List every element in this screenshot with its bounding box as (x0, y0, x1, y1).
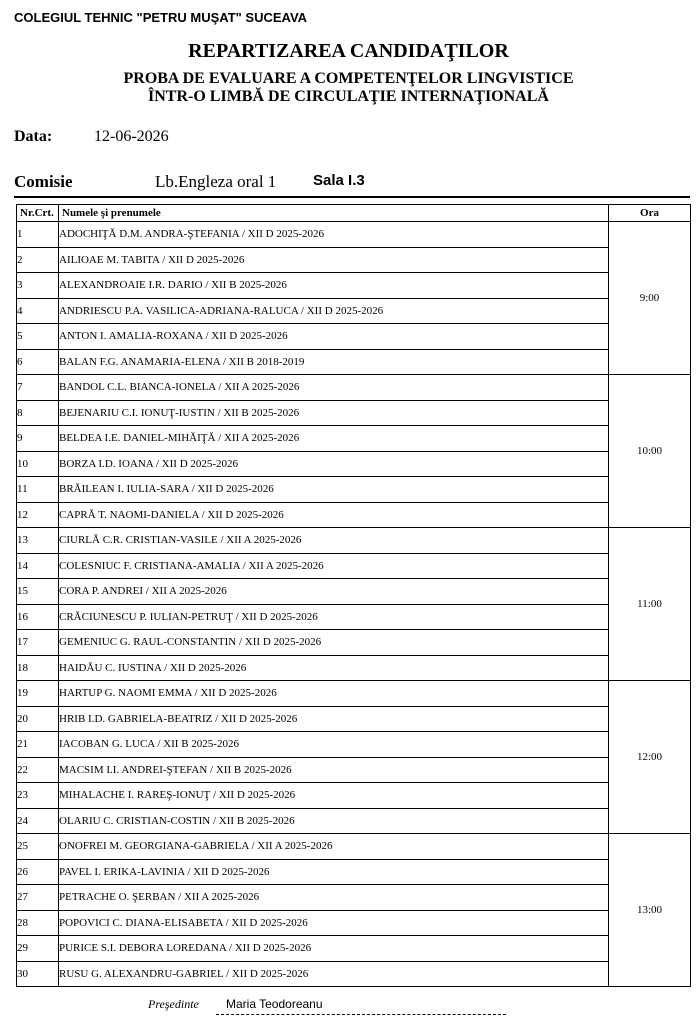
table-row (17, 834, 691, 860)
table-row (17, 604, 691, 630)
table-row (17, 885, 691, 911)
subtitle-line-1: PROBA DE EVALUARE A COMPETENŢELOR LINGVISTICE (123, 70, 574, 87)
candidate-name: COLESNIUC F. CRISTIANA-AMALIA / XII A 2025-2026 (59, 553, 609, 579)
candidate-name: POPOVICI C. DIANA-ELISABETA / XII D 2025-2026 (59, 910, 609, 936)
table-row (17, 247, 691, 273)
row-number: 19 (17, 681, 59, 707)
school-name: COLEGIUL TEHNIC "PETRU MUŞAT" SUCEAVA (14, 10, 308, 25)
table-row (17, 706, 691, 732)
table-row (17, 324, 691, 350)
candidate-name: MACSIM I.I. ANDREI-ŞTEFAN / XII B 2025-2026 (59, 757, 609, 783)
table-row (17, 859, 691, 885)
table-row (17, 757, 691, 783)
candidate-name: AILIOAE M. TABITA / XII D 2025-2026 (59, 247, 609, 273)
table-row (17, 936, 691, 962)
page-subtitle (0, 70, 697, 106)
row-number: 9 (17, 426, 59, 452)
row-number: 16 (17, 604, 59, 630)
table-row (17, 502, 691, 528)
candidate-name: PETRACHE O. ŞERBAN / XII A 2025-2026 (59, 885, 609, 911)
time-slot: 9:00 (609, 222, 691, 375)
candidate-name: PAVEL I. ERIKA-LAVINIA / XII D 2025-2026 (59, 859, 609, 885)
header-name: Numele şi prenumele (59, 205, 609, 222)
table-row (17, 426, 691, 452)
time-slot: 10:00 (609, 375, 691, 528)
candidate-name: PURICE S.I. DEBORA LOREDANA / XII D 2025-2026 (59, 936, 609, 962)
page-title: REPARTIZAREA CANDIDAŢILOR (188, 40, 509, 62)
candidate-name: CAPRĂ T. NAOMI-DANIELA / XII D 2025-2026 (59, 502, 609, 528)
candidate-name: CRĂCIUNESCU P. IULIAN-PETRUŢ / XII D 2025-2026 (59, 604, 609, 630)
header-time: Ora (609, 205, 691, 222)
row-number: 28 (17, 910, 59, 936)
row-number: 20 (17, 706, 59, 732)
row-number: 22 (17, 757, 59, 783)
signature-line (216, 1014, 506, 1015)
subtitle-line-2: ÎNTR-O LIMBĂ DE CIRCULAŢIE INTERNAŢIONALĂ (148, 88, 549, 105)
candidate-name: HARTUP G. NAOMI EMMA / XII D 2025-2026 (59, 681, 609, 707)
row-number: 25 (17, 834, 59, 860)
time-slot: 13:00 (609, 834, 691, 987)
row-number: 4 (17, 298, 59, 324)
table-row (17, 630, 691, 656)
row-number: 13 (17, 528, 59, 554)
row-number: 30 (17, 961, 59, 987)
candidate-name: ALEXANDROAIE I.R. DARIO / XII B 2025-2026 (59, 273, 609, 299)
row-number: 1 (17, 222, 59, 248)
table-row (17, 349, 691, 375)
candidate-name: ANDRIESCU P.A. VASILICA-ADRIANA-RALUCA / XII D 2025-2026 (59, 298, 609, 324)
row-number: 26 (17, 859, 59, 885)
time-slot: 11:00 (609, 528, 691, 681)
candidate-name: CORA P. ANDREI / XII A 2025-2026 (59, 579, 609, 605)
row-number: 17 (17, 630, 59, 656)
header-nr: Nr.Crt. (17, 205, 59, 222)
row-number: 3 (17, 273, 59, 299)
table-row (17, 528, 691, 554)
candidate-name: BALAN F.G. ANAMARIA-ELENA / XII B 2018-2019 (59, 349, 609, 375)
table-row (17, 681, 691, 707)
row-number: 27 (17, 885, 59, 911)
candidate-name: OLARIU C. CRISTIAN-COSTIN / XII B 2025-2026 (59, 808, 609, 834)
time-slot: 12:00 (609, 681, 691, 834)
row-number: 5 (17, 324, 59, 350)
candidate-name: BRĂILEAN I. IULIA-SARA / XII D 2025-2026 (59, 477, 609, 503)
row-number: 23 (17, 783, 59, 809)
table-row (17, 732, 691, 758)
row-number: 8 (17, 400, 59, 426)
commission-name: Lb.Engleza oral 1 (155, 172, 277, 191)
table-row (17, 273, 691, 299)
president-name: Maria Teodoreanu (226, 997, 323, 1011)
candidate-name: BEJENARIU C.I. IONUŢ-IUSTIN / XII B 2025-2026 (59, 400, 609, 426)
row-number: 15 (17, 579, 59, 605)
row-number: 11 (17, 477, 59, 503)
table-row (17, 579, 691, 605)
candidate-name: BANDOL C.L. BIANCA-IONELA / XII A 2025-2026 (59, 375, 609, 401)
table-row (17, 655, 691, 681)
row-number: 2 (17, 247, 59, 273)
candidate-name: ANTON I. AMALIA-ROXANA / XII D 2025-2026 (59, 324, 609, 350)
room-label: Sala I.3 (313, 172, 365, 189)
table-row (17, 451, 691, 477)
candidates-table (16, 204, 691, 987)
table-row (17, 298, 691, 324)
candidate-name: CIURLĂ C.R. CRISTIAN-VASILE / XII A 2025-2026 (59, 528, 609, 554)
table-header-row (17, 205, 691, 222)
candidate-name: GEMENIUC G. RAUL-CONSTANTIN / XII D 2025-2026 (59, 630, 609, 656)
candidate-name: IACOBAN G. LUCA / XII B 2025-2026 (59, 732, 609, 758)
candidate-name: ADOCHIŢĂ D.M. ANDRA-ŞTEFANIA / XII D 2025-2026 (59, 222, 609, 248)
table-row (17, 375, 691, 401)
date-value: 12-06-2026 (94, 128, 169, 145)
row-number: 7 (17, 375, 59, 401)
row-number: 29 (17, 936, 59, 962)
president-label: Preşedinte (148, 997, 199, 1011)
date-label: Data: (14, 128, 53, 145)
row-number: 12 (17, 502, 59, 528)
table-row (17, 553, 691, 579)
candidate-name: MIHALACHE I. RAREŞ-IONUŢ / XII D 2025-2026 (59, 783, 609, 809)
table-body (17, 222, 691, 987)
row-number: 14 (17, 553, 59, 579)
row-number: 6 (17, 349, 59, 375)
table-row (17, 961, 691, 987)
row-number: 18 (17, 655, 59, 681)
candidate-name: BORZA I.D. IOANA / XII D 2025-2026 (59, 451, 609, 477)
candidate-name: BELDEA I.E. DANIEL-MIHĂIŢĂ / XII A 2025-2026 (59, 426, 609, 452)
candidate-name: RUSU G. ALEXANDRU-GABRIEL / XII D 2025-2026 (59, 961, 609, 987)
row-number: 10 (17, 451, 59, 477)
table-row (17, 808, 691, 834)
candidate-name: ONOFREI M. GEORGIANA-GABRIELA / XII A 2025-2026 (59, 834, 609, 860)
row-number: 21 (17, 732, 59, 758)
header-divider (14, 196, 690, 198)
table-row (17, 910, 691, 936)
candidate-name: HAIDĂU C. IUSTINA / XII D 2025-2026 (59, 655, 609, 681)
candidate-name: HRIB I.D. GABRIELA-BEATRIZ / XII D 2025-2026 (59, 706, 609, 732)
table-row (17, 477, 691, 503)
commission-label: Comisie (14, 172, 73, 191)
table-row (17, 222, 691, 248)
table-row (17, 400, 691, 426)
table-row (17, 783, 691, 809)
row-number: 24 (17, 808, 59, 834)
